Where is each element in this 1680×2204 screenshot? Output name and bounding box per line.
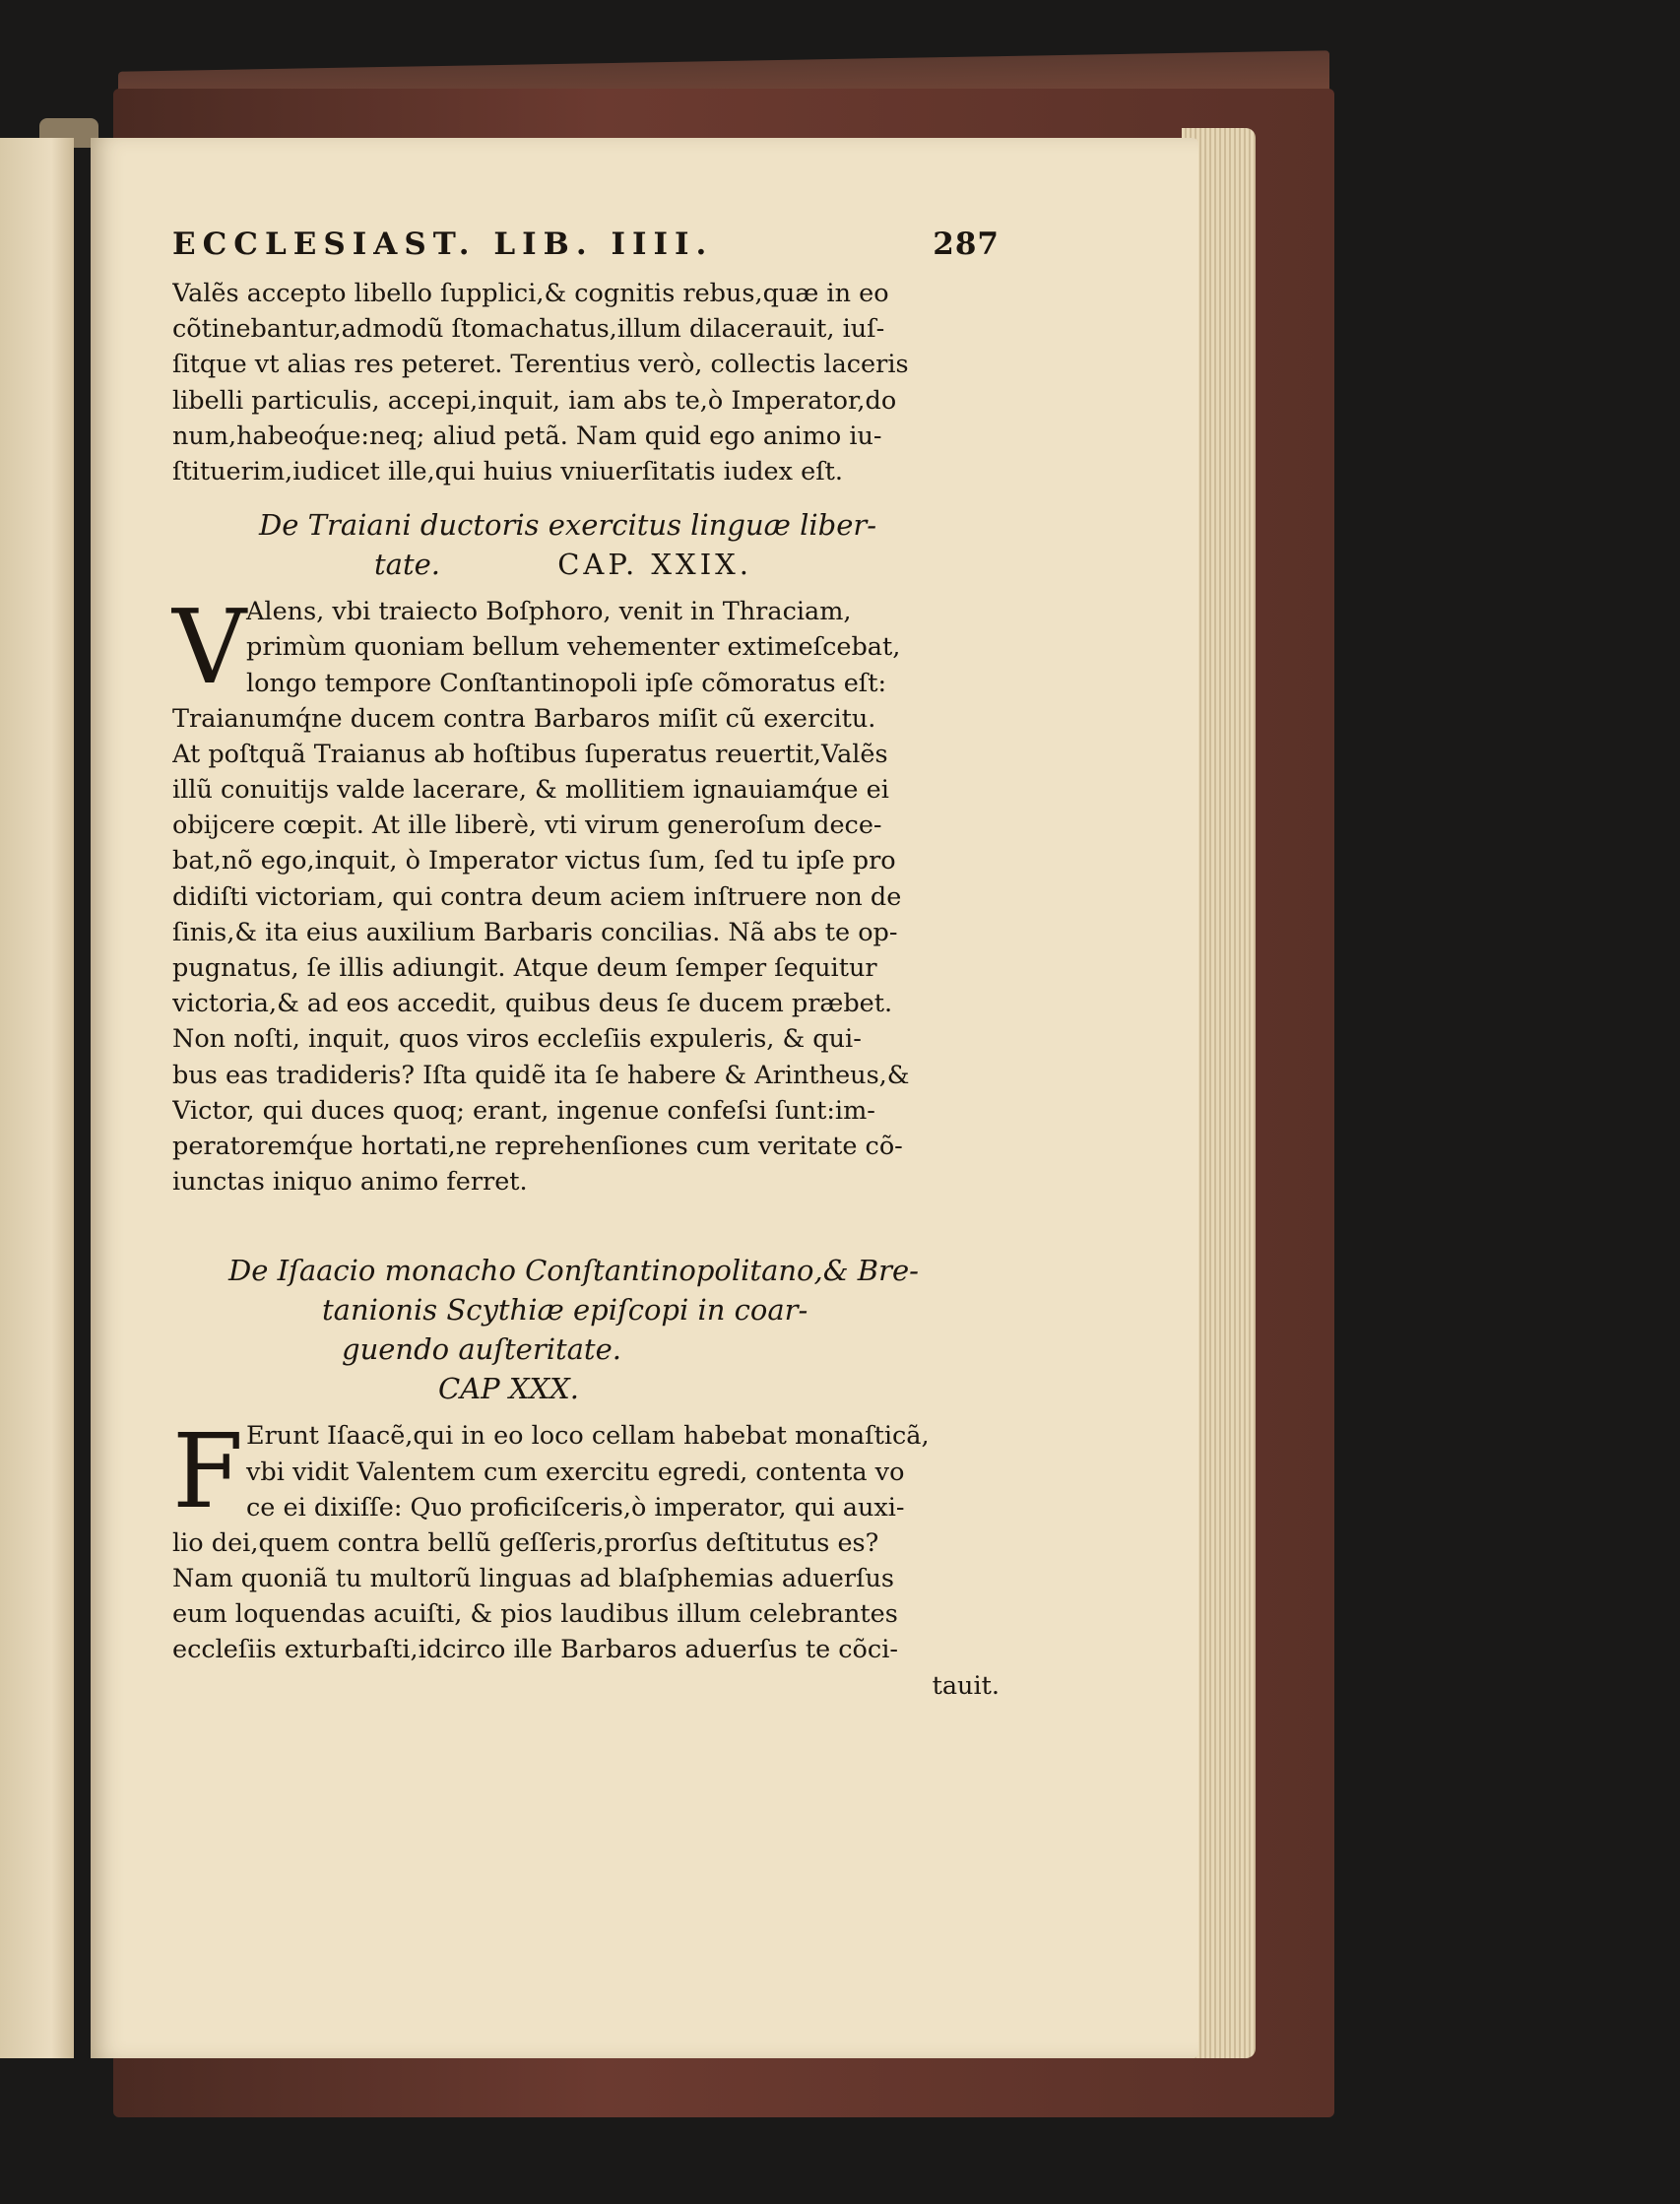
text-line: eum loquendas acuiſti, & pios laudibus illum celebrantes <box>172 1599 898 1630</box>
text-line: Victor, qui duces quoq; erant, ingenue confeſsi ſunt:im- <box>172 1095 875 1126</box>
text-line: Traianumq́ne ducem contra Barbaros miſit cũ exercitu. <box>172 703 876 734</box>
chapter-30-heading-cont: tanionis Scythiæ epiſcopi in coar- <box>322 1293 808 1328</box>
running-head <box>172 227 1000 276</box>
text-line: primùm quoniam bellum vehementer extimeſcebat, <box>246 632 901 663</box>
text-line: cõtinebantur,admodũ ſtomachatus,illum dilacerauit, iuſ- <box>172 314 885 345</box>
text-line: Valẽs accepto libello ſupplici,& cognitis rebus,quæ in eo <box>172 279 889 308</box>
chapter-30-body <box>172 1411 1000 1704</box>
text-line: vbi vidit Valentem cum exercitu egredi, contenta vo <box>246 1457 905 1487</box>
text-line: Non noſti, inquit, quos viros eccleſiis expuleris, & qui- <box>172 1024 862 1055</box>
text-line: obijcere cœpit. At ille liberè, vti virum generoſum dece- <box>172 810 882 841</box>
text-line: num,habeoq́ue:neq; aliud petã. Nam quid ego animo iu- <box>172 421 882 451</box>
chapter-30-heading-cont: guendo auſteritate. <box>342 1332 621 1367</box>
chapter-29-heading-end: tate. <box>374 548 440 582</box>
text-line: longo tempore Conſtantinopoli ipſe cõmoratus eſt: <box>246 668 887 698</box>
text-line: Erunt Iſaacẽ,qui in eo loco cellam habebat monaſticã, <box>246 1421 930 1452</box>
text-line: victoria,& ad eos accedit, quibus deus ſe ducem præbet. <box>172 989 893 1019</box>
text-line: Alens, vbi traiecto Boſphoro, venit in Thraciam, <box>246 597 852 627</box>
chapter-29-number: CAP. XXIX. <box>557 548 753 582</box>
text-line: iunctas iniquo animo ferret. <box>172 1167 528 1198</box>
text-line: peratoremq́ue hortati,ne reprehenſiones cum veritate cõ- <box>172 1131 903 1161</box>
text-line: bus eas tradideris? Iſta quidẽ ita ſe habere & Arintheus,& <box>172 1060 910 1090</box>
section-gap <box>172 1199 1000 1251</box>
chapter-29-body <box>172 587 1000 1199</box>
catchword: tauit. <box>932 1670 1000 1701</box>
running-head-title: ECCLESIAST. LIB. IIII. <box>172 227 714 262</box>
page-text <box>172 227 1000 1704</box>
page-number: 287 <box>933 227 1000 262</box>
text-line: eccleſiis exturbaſti,idcirco ille Barbaros aduerſus te cõci- <box>172 1635 898 1665</box>
text-line: ſtituerim,iudicet ille,qui huius vniuerſitatis iudex eſt. <box>172 456 843 486</box>
drop-cap-V: V <box>172 587 247 708</box>
chapter-29-heading-cont <box>172 545 1000 584</box>
intro-paragraph <box>172 276 1000 489</box>
text-line: pugnatus, ſe illis adiungit. Atque deum ſemper ſequitur <box>172 953 877 983</box>
text-line: ſinis,& ita eius auxilium Barbaris concilias. Nã abs te op- <box>172 917 898 947</box>
text-line: lio dei,quem contra bellũ geſſeris,prorſus deſtitutus es? <box>172 1527 879 1558</box>
left-page-edge <box>0 138 74 2058</box>
chapter-30-number: CAP XXX. <box>438 1372 580 1406</box>
text-line: At poſtquã Traianus ab hoſtibus ſuperatus reuertit,Valẽs <box>172 739 888 769</box>
drop-cap-F: F <box>172 1411 244 1532</box>
text-line: illũ conuitijs valde lacerare, & mollitiem ignauiamq́ue ei <box>172 775 889 806</box>
chapter-29-heading: De Traiani ductoris exercitus linguæ liber- <box>259 508 877 543</box>
text-line: didiſti victoriam, qui contra deum aciem inſtruere non de <box>172 881 902 912</box>
chapter-30-heading: De Iſaacio monacho Conſtantinopolitano,& Bre- <box>228 1254 919 1288</box>
text-line: ſitque vt alias res peteret. Terentius verò, collectis laceris <box>172 350 909 380</box>
text-line: Nam quoniã tu multorũ linguas ad blaſphemias aduerſus <box>172 1564 895 1594</box>
text-line: ce ei dixiſſe: Quo proficiſceris,ò imperator, qui auxi- <box>246 1492 905 1523</box>
text-line: libelli particulis, accepi,inquit, iam abs te,ò Imperator,do <box>172 385 897 416</box>
text-line: bat,nõ ego,inquit, ò Imperator victus ſum, ſed tu ipſe pro <box>172 846 896 876</box>
